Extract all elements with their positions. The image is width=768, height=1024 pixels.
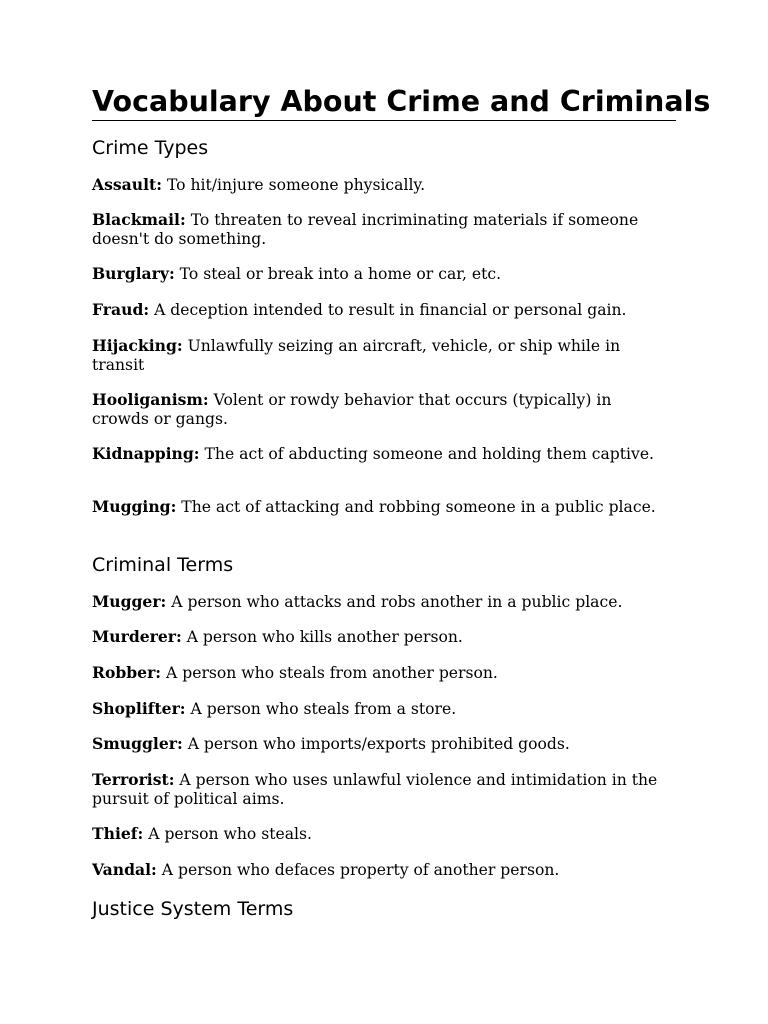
- vocab-definition: A person who defaces property of another person.: [161, 861, 560, 879]
- vocab-entry-hooliganism: [92, 391, 672, 428]
- vocab-term: Assault:: [92, 175, 162, 194]
- vocab-term: Shoplifter:: [92, 699, 186, 718]
- vocab-term: Thief:: [92, 824, 144, 843]
- vocab-definition: A person who steals from a store.: [190, 700, 457, 718]
- vocab-definition: To threaten to reveal incriminating materials if someone doesn't do something.: [92, 211, 639, 248]
- vocab-term: Burglary:: [92, 264, 175, 283]
- vocab-definition: Unlawfully seizing an aircraft, vehicle, or ship while in transit: [92, 337, 621, 374]
- vocab-entry-shoplifter: [92, 700, 672, 719]
- vocab-definition: A person who imports/exports prohibited goods.: [187, 735, 570, 753]
- vocab-definition: A person who steals from another person.: [166, 664, 498, 682]
- vocab-term: Hooliganism:: [92, 390, 209, 409]
- vocab-definition: A person who attacks and robs another in a public place.: [171, 593, 623, 611]
- vocab-entry-thief: [92, 825, 672, 844]
- page-title: Vocabulary About Crime and Criminals: [92, 84, 676, 121]
- vocab-definition: A deception intended to result in financial or personal gain.: [154, 301, 627, 319]
- vocab-term: Murderer:: [92, 627, 182, 646]
- vocab-term: Hijacking:: [92, 336, 183, 355]
- vocab-term: Robber:: [92, 663, 162, 682]
- vocab-term: Terrorist:: [92, 770, 175, 789]
- vocab-definition: Volent or rowdy behavior that occurs (typically) in crowds or gangs.: [92, 391, 612, 428]
- vocab-definition: A person who kills another person.: [186, 628, 463, 646]
- vocab-definition: To hit/injure someone physically.: [166, 176, 426, 194]
- vocab-term: Vandal:: [92, 860, 157, 879]
- vocab-entry-robber: [92, 664, 672, 683]
- vocab-term: Smuggler:: [92, 734, 183, 753]
- vocab-definition: The act of abducting someone and holding them captive.: [204, 445, 655, 463]
- vocab-entry-burglary: [92, 265, 672, 284]
- vocab-entry-hijacking: [92, 337, 672, 374]
- vocab-entry-terrorist: [92, 771, 672, 808]
- vocab-term: Blackmail:: [92, 210, 186, 229]
- section-heading-crime-types: Crime Types: [92, 137, 209, 159]
- vocab-definition: A person who steals.: [148, 825, 312, 843]
- vocab-entry-blackmail: [92, 211, 672, 248]
- vocab-term: Kidnapping:: [92, 444, 200, 463]
- vocab-term: Mugger:: [92, 592, 167, 611]
- vocab-entry-fraud: [92, 301, 672, 320]
- vocab-term: Mugging:: [92, 497, 177, 516]
- vocab-entry-smuggler: [92, 735, 672, 754]
- vocab-entry-kidnapping: [92, 445, 672, 464]
- vocab-entry-assault: [92, 176, 672, 195]
- vocab-definition: A person who uses unlawful violence and intimidation in the pursuit of political aims.: [92, 771, 658, 808]
- vocab-definition: To steal or break into a home or car, etc.: [179, 265, 502, 283]
- section-heading-criminal-terms: Criminal Terms: [92, 554, 234, 576]
- vocab-entry-mugger: [92, 593, 672, 612]
- vocab-term: Fraud:: [92, 300, 150, 319]
- vocab-definition: The act of attacking and robbing someone in a public place.: [181, 498, 656, 516]
- vocab-entry-vandal: [92, 861, 672, 880]
- vocab-entry-mugging: [92, 498, 672, 517]
- section-heading-justice-system-terms: Justice System Terms: [92, 898, 294, 920]
- vocab-entry-murderer: [92, 628, 672, 647]
